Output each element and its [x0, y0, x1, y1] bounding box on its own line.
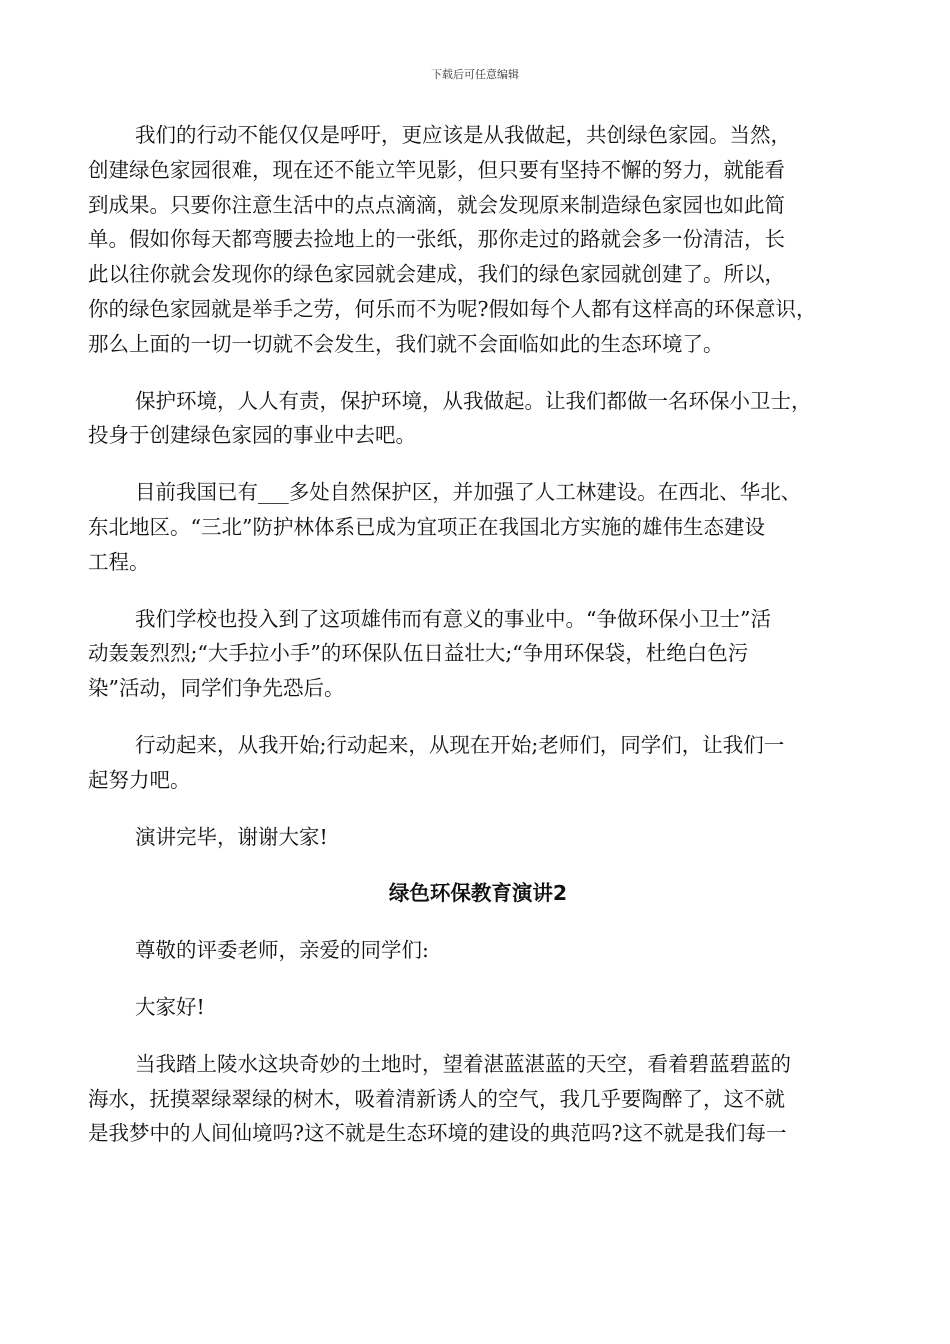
paragraph — [88, 933, 868, 968]
paragraph-line: 工程。 — [88, 549, 150, 574]
paragraph — [88, 1047, 868, 1151]
section-heading: 绿色环保教育演讲2 — [388, 881, 568, 906]
paragraph — [88, 820, 868, 855]
paragraph-line: 行动起来，从我开始;行动起来，从现在开始;老师们，同学们，让我们一 — [135, 732, 785, 757]
paragraph-line: 创建绿色家园很难，现在还不能立竿见影，但只要有坚持不懈的努力，就能看 — [88, 157, 785, 182]
paragraph-line: 你的绿色家园就是举手之劳，何乐而不为呢?假如每个人都有这样高的环保意识， — [88, 296, 817, 321]
paragraph-line: 海水，抚摸翠绿翠绿的树木，吸着清新诱人的空气，我几乎要陶醉了，这不就 — [88, 1086, 785, 1111]
paragraph-line: 演讲完毕，谢谢大家! — [135, 824, 328, 849]
paragraph-line: 目前我国已有___多处自然保护区，并加强了人工林建设。在西北、华北、 — [135, 480, 802, 505]
paragraph-line: 单。假如你每天都弯腰去捡地上的一张纸，那你走过的路就会多一份清洁，长 — [88, 227, 785, 252]
paragraph-line: 到成果。只要你注意生活中的点点滴滴，就会发现原来制造绿色家园也如此简 — [88, 192, 785, 217]
paragraph — [88, 990, 868, 1025]
paragraph-line: 投身于创建绿色家园的事业中去吧。 — [88, 423, 416, 448]
paragraph — [88, 728, 868, 798]
paragraph-line: 我们的行动不能仅仅是呼吁，更应该是从我做起，共创绿色家园。当然， — [135, 123, 791, 147]
paragraph-line: 动轰轰烈烈;“大手拉小手”的环保队伍日益壮大;“争用环保袋，杜绝白色污 — [88, 641, 749, 666]
paragraph-line: 尊敬的评委老师，亲爱的同学们: — [135, 938, 429, 963]
paragraph-line: 染”活动，同学们争先恐后。 — [88, 676, 345, 701]
paragraph — [88, 602, 868, 706]
paragraph — [88, 118, 868, 362]
document-body — [88, 118, 868, 1173]
paragraph-line: 我们学校也投入到了这项雄伟而有意义的事业中。“争做环保小卫士”活 — [135, 606, 771, 631]
paragraph-line: 起努力吧。 — [88, 767, 191, 792]
paragraph-line: 此以往你就会发现你的绿色家园就会建成，我们的绿色家园就创建了。所以， — [88, 262, 785, 287]
paragraph-line: 保护环境，人人有责，保护环境，从我做起。让我们都做一名环保小卫士， — [135, 388, 812, 413]
paragraph-line: 东北地区。“三北”防护林体系已成为宜项正在我国北方实施的雄伟生态建设 — [88, 514, 765, 539]
paragraph-line: 当我踏上陵水这块奇妙的土地时，望着湛蓝湛蓝的天空，看着碧蓝碧蓝的 — [135, 1051, 791, 1076]
page-header: 下载后可任意编辑 — [431, 68, 519, 81]
paragraph-line: 大家好! — [135, 994, 205, 1019]
paragraph — [88, 384, 868, 454]
paragraph-line: 是我梦中的人间仙境吗?这不就是生态环境的建设的典范吗?这不就是我们每一 — [88, 1121, 787, 1146]
paragraph — [88, 475, 868, 579]
paragraph-line: 那么上面的一切一切就不会发生，我们就不会面临如此的生态环境了。 — [88, 331, 724, 356]
